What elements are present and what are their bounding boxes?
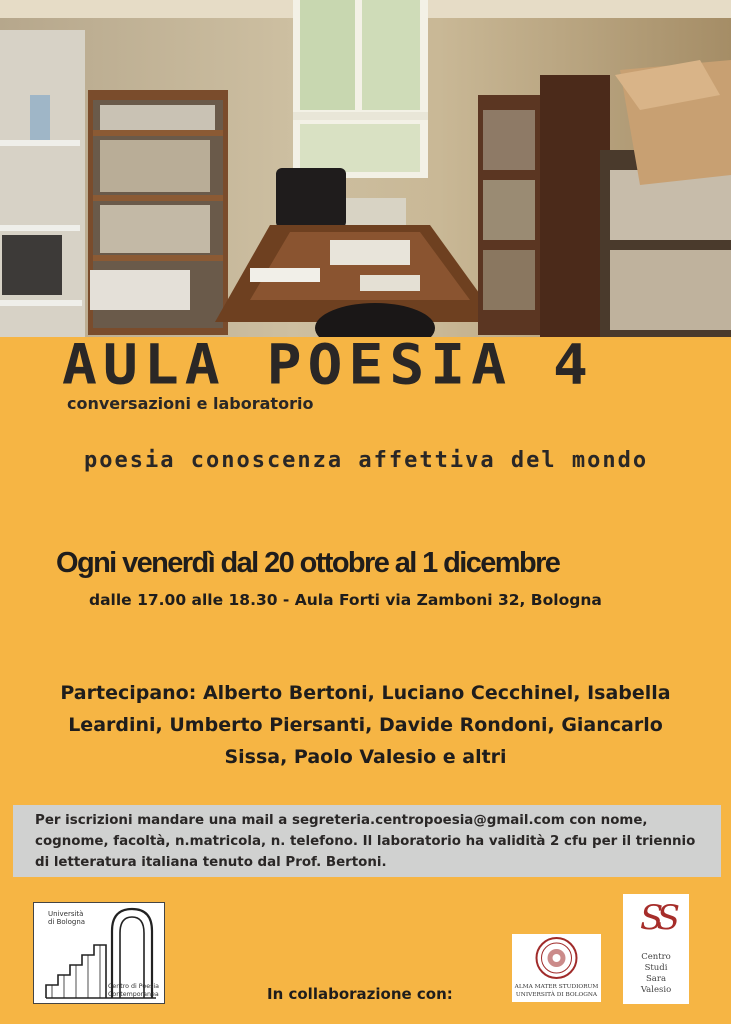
logo-text-line: Contemporanea [108,991,159,998]
event-dates: Ogni venerdì dal 20 ottobre al 1 dicembre [56,547,560,579]
event-time-location: dalle 17.00 alle 18.30 - Aula Forti via Zamboni 32, Bologna [89,591,602,609]
header-photo [0,0,731,337]
poster-title: AULA POESIA 4 [62,332,594,397]
logo-text-line: ALMA MATER STUDIORUM [514,984,599,990]
logo-text-line: Studi [644,963,668,973]
logo-text-line: Università [48,910,84,918]
participants-line: Partecipano: Alberto Bertoni, Luciano Cecchinel, Isabella [60,682,671,704]
logo-text-line: UNIVERSITÀ DI BOLOGNA [515,992,598,998]
registration-note [13,805,721,877]
logo-centro-poesia [33,902,165,1004]
registration-note-line: Per iscrizioni mandare una mail a segreteria.centropoesia@gmail.com con nome, [35,813,648,828]
participants-block [0,677,731,773]
registration-note-line: cognome, facoltà, n.matricola, n. telefono. Il laboratorio ha validità 2 cfu per il triennio [35,834,696,849]
collaboration-label: In collaborazione con: [267,985,453,1003]
participants-line: Sissa, Paolo Valesio e altri [224,746,507,768]
logo-text-line: Centro [641,952,671,962]
logo-text-line: Centro di Poesia [108,983,159,990]
poster-tagline: poesia conoscenza affettiva del mondo [84,448,649,473]
participants-line: Leardini, Umberto Piersanti, Davide Rondoni, Giancarlo [68,714,663,736]
logo-alma-mater [512,934,601,1002]
registration-note-line: di letteratura italiana tenuto dal Prof. Bertoni. [35,855,387,870]
logo-text-line: di Bologna [48,918,86,926]
university-seal-icon [512,934,601,984]
classroom-photo [0,0,731,337]
logo-text-line: Sara [645,974,667,984]
poster-subtitle: conversazioni e laboratorio [67,394,314,413]
css-monogram: SS [640,898,674,938]
logo-text-line: Valesio [640,985,672,995]
logo-centro-studi-sara-valesio [623,894,689,1004]
